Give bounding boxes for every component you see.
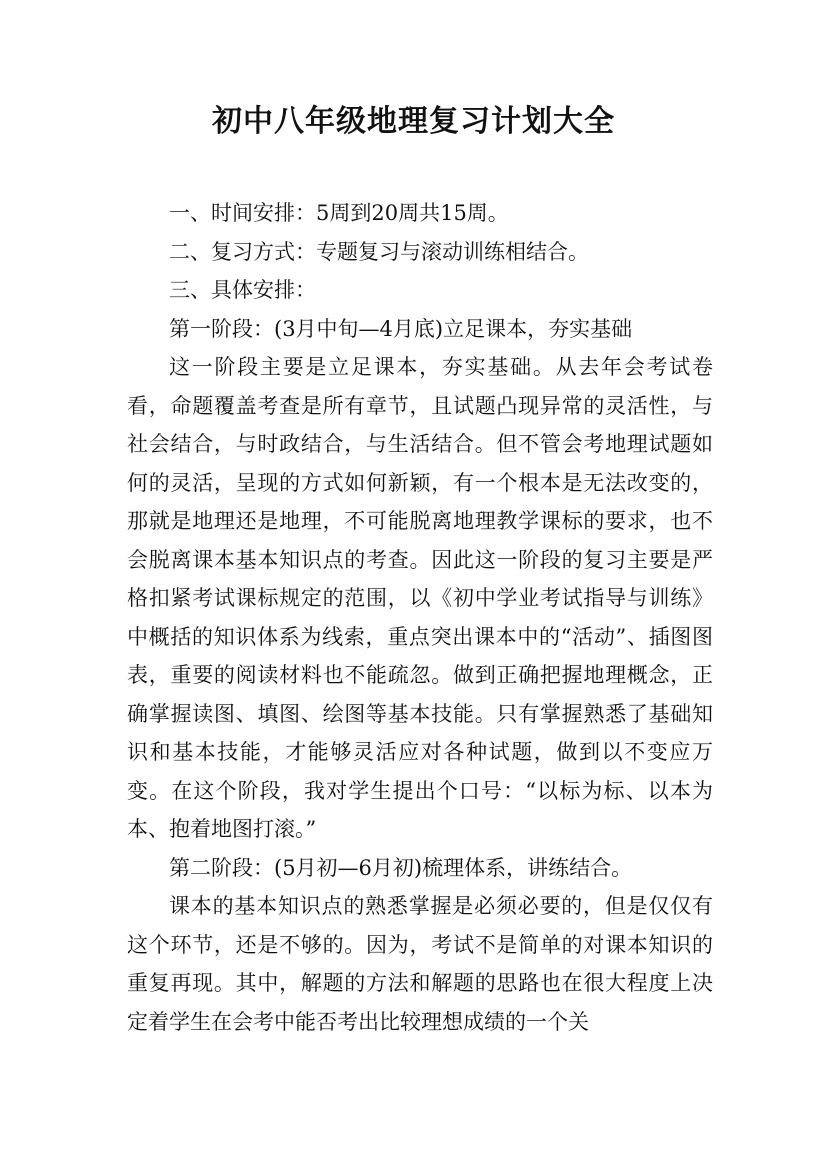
document-title: 初中八年级地理复习计划大全 <box>212 104 615 139</box>
paragraph-review-method: 二、复习方式：专题复习与滚动训练相结合。 <box>169 239 589 264</box>
document-body <box>127 194 713 1041</box>
paragraph-stage-one-heading: 第一阶段：(3月中旬—4月底)立足课本，夯实基础 <box>169 316 633 341</box>
paragraph-specific-plan: 三、具体安排： <box>169 278 316 302</box>
paragraph-stage-one-body: 这一阶段主要是立足课本，夯实基础。从去年会考试卷看，命题覆盖考查是所有章节，且试题凸现异常的灵活性，与社会结合，与时政结合，与生活结合。但不管会考地理试题如何的灵活，呈现的方式如何新颖，有一个根本是无法改变的，那就是地理还是地理，不可能脱离地理教学课标的要求，也不会脱离课本基本知识点的考查。因此这一阶段的复习主要是严格扣紧考试课标规定的范围，以《初中学业考试指导与训练》中概括的知识体系为线索，重点突出课本中的“活动”、插图图表，重要的阅读材料也不能疏忽。做到正确把握地理概念，正确掌握读图、填图、绘图等基本技能。只有掌握熟悉了基础知识和基本技能，才能够灵活应对各种试题，做到以不变应万变。在这个阶段，我对学生提出个口号：“以标为标、以本为本、抱着地图打滚。” <box>127 355 713 841</box>
paragraph-time-schedule: 一、时间安排：5周到20周共15周。 <box>169 201 509 225</box>
paragraph-stage-two-heading: 第二阶段：(5月初—6月初)梳理体系，讲练结合。 <box>169 855 633 880</box>
paragraph-stage-two-body: 课本的基本知识点的熟悉掌握是必须必要的，但是仅仅有这个环节，还是不够的。因为，考试不是简单的对课本知识的重复再现。其中，解题的方法和解题的思路也在很大程度上决定着学生在会考中能否考出比较理想成绩的一个关 <box>127 894 713 1034</box>
